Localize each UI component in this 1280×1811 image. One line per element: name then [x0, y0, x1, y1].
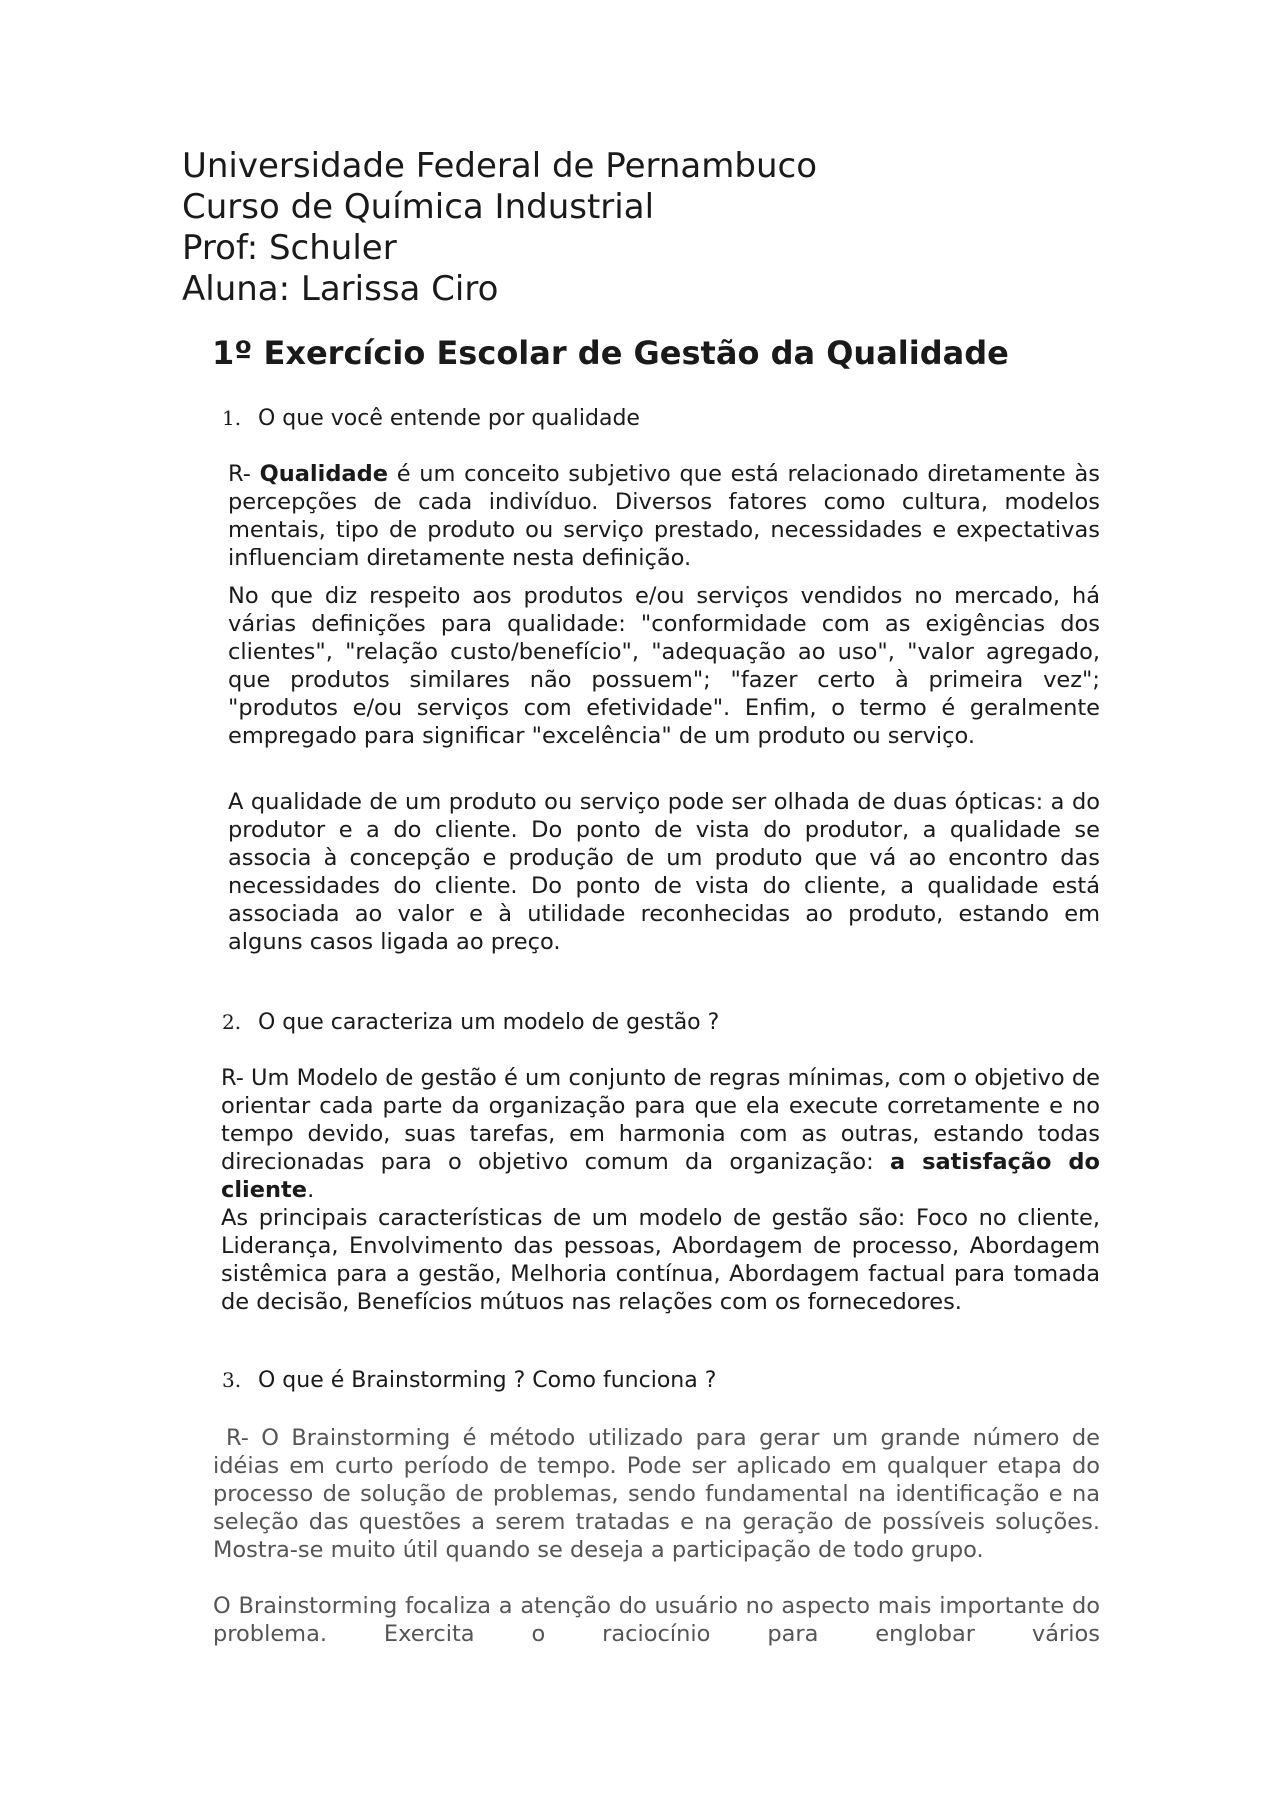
document-title: 1º Exercício Escolar de Gestão da Qualidade: [212, 334, 1009, 372]
question-1-text: O que você entende por qualidade: [258, 406, 640, 431]
answer-3-paragraph-2: O Brainstorming focaliza a atenção do usuário no aspecto mais importante do problema. Exercita o raciocínio para englobar vários: [213, 1593, 1100, 1647]
document-header: [182, 146, 817, 310]
answer-2-bold-phrase: a satisfação do cliente: [221, 1149, 1100, 1203]
answer-1-paragraph-2: No que diz respeito aos produtos e/ou serviços vendidos no mercado, há várias definições para qualidade: "conformidade com as exigências dos clientes", "relação custo/benefício", "adequação ao uso", "valor agregado, que produtos similares não possuem"; "fazer certo à primeira vez"; "produtos e/ou serviços com efetividade". Enfim, o termo é geralmente empregado para significar "excelência" de um produto ou serviço.: [228, 583, 1100, 749]
answer-3-paragraph-1: R- O Brainstorming é método utilizado para gerar um grande número de idéias em curto período de tempo. Pode ser aplicado em qualquer etapa do processo de solução de problemas, sendo fundamental na identificação e na seleção das questões a serem tratadas e na geração de possíveis soluções. Mostra-se muito útil quando se deseja a participação de todo grupo.: [213, 1425, 1100, 1563]
answer-1-text: é um conceito subjetivo que está relacionado diretamente às percepções de cada indivíduo. Diversos fatores como cultura, modelos mentais, tipo de produto ou serviço prestado, necessidades e expectativas influenciam diretamente nesta definição.: [228, 461, 1100, 571]
question-2: [222, 1010, 719, 1035]
student-name: Aluna: Larissa Ciro: [182, 269, 499, 309]
question-2-text: O que caracteriza um modelo de gestão ?: [258, 1010, 720, 1035]
answer-2-end: .: [307, 1177, 315, 1203]
question-3: [222, 1368, 716, 1393]
question-3-text: O que é Brainstorming ? Como funciona ?: [258, 1368, 717, 1393]
answer-2-text: R- Um Modelo de gestão é um conjunto de regras mínimas, com o objetivo de orientar cada parte da organização para que ela execute corretamente e no tempo devido, suas tarefas, em harmonia com as outras, estando todas direcionadas para o objetivo comum da organização:: [221, 1065, 1100, 1175]
question-2-number: 2.: [222, 1010, 242, 1034]
professor-name: Prof: Schuler: [182, 228, 397, 268]
answer-1-paragraph-1: [228, 460, 1100, 572]
university-name: Universidade Federal de Pernambuco: [182, 146, 817, 186]
answer-1-prefix: R-: [228, 461, 260, 487]
answer-2-paragraph-1: [221, 1064, 1100, 1204]
answer-2-paragraph-2: As principais características de um modelo de gestão são: Foco no cliente, Liderança, Envolvimento das pessoas, Abordagem de processo, Abordagem sistêmica para a gestão, Melhoria contínua, Abordagem factual para tomada de decisão, Benefícios mútuos nas relações com os fornecedores.: [221, 1205, 1100, 1315]
question-1-number: 1.: [222, 406, 242, 430]
answer-1-paragraph-3: A qualidade de um produto ou serviço pode ser olhada de duas ópticas: a do produtor e a do cliente. Do ponto de vista do produtor, a qualidade se associa à concepção e produção de um produto que vá ao encontro das necessidades do cliente. Do ponto de vista do cliente, a qualidade está associada ao valor e à utilidade reconhecidas ao produto, estando em alguns casos ligada ao preço.: [228, 789, 1100, 955]
answer-1-bold-term: Qualidade: [259, 461, 388, 487]
course-name: Curso de Química Industrial: [182, 187, 655, 227]
question-3-number: 3.: [222, 1368, 242, 1392]
question-1: [222, 406, 640, 431]
